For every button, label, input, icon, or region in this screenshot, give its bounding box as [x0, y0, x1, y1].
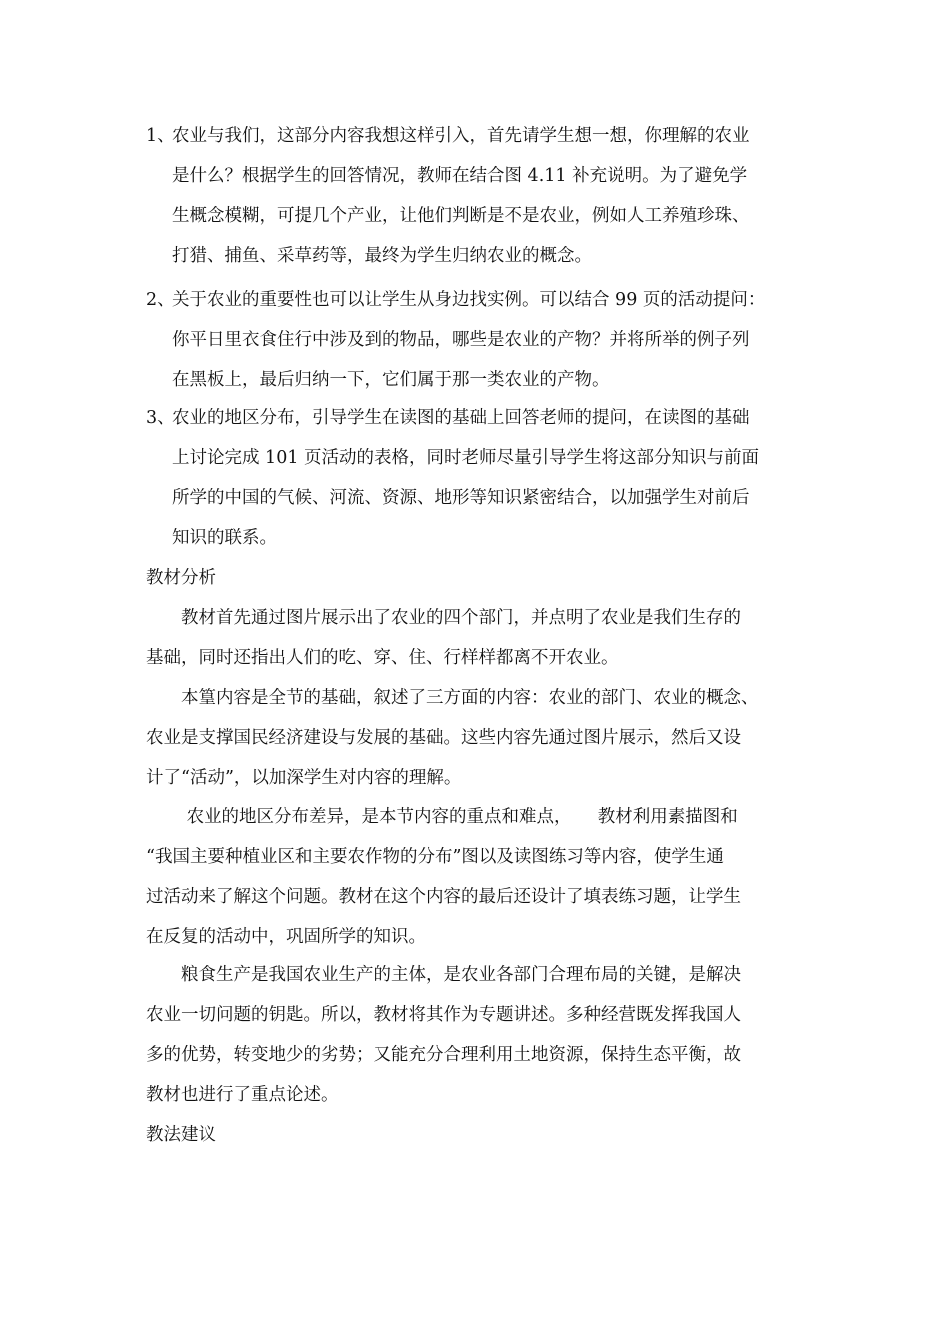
text-line: 在反复的活动中，巩固所学的知识。: [146, 927, 426, 947]
list-number: 1、: [146, 126, 175, 146]
list-item-2: [146, 280, 810, 400]
text-line: 所学的中国的气候、河流、资源、地形等知识紧密结合，以加强学生对前后: [172, 488, 750, 508]
text-line: 打猎、捕鱼、采草药等，最终为学生归纳农业的概念。: [172, 246, 592, 266]
text-line: 过活动来了解这个问题。教材在这个内容的最后还设计了填表练习题，让学生: [146, 887, 741, 907]
list-number: 3、: [146, 408, 175, 428]
text-line: “我国主要种植业区和主要农作物的分布”图以及读图练习等内容，使学生通: [146, 847, 724, 867]
text-line: 本篁内容是全节的基础，叙述了三方面的内容：农业的部门、农业的概念、: [146, 688, 759, 708]
text-line: 生概念模糊，可提几个产业，让他们判断是不是农业，例如人工养殖珍珠、: [172, 206, 750, 226]
text-line: 农业的地区分布差异，是本节内容的重点和难点， 教材利用素描图和: [146, 807, 738, 827]
text-line: 在黑板上，最后归纳一下，它们属于那一类农业的产物。: [172, 370, 610, 390]
text-line: 知识的联系。: [172, 528, 277, 548]
list-text: [172, 116, 810, 276]
text-line: 农业与我们，这部分内容我想这样引入，首先请学生想一想，你理解的农业: [172, 126, 750, 146]
list-text: [172, 398, 810, 558]
section-heading-textbook-analysis: 教材分析: [146, 568, 216, 588]
paragraph-1: [146, 598, 810, 678]
paragraph-2: [146, 678, 810, 798]
text-line: 农业是支撑国民经济建设与发展的基础。这些内容先通过图片展示，然后又设: [146, 728, 741, 748]
list-item-3: [146, 398, 810, 558]
text-line: 计了“活动”，以加深学生对内容的理解。: [146, 768, 462, 788]
text-line: 基础，同时还指出人们的吃、穿、住、行样样都离不开农业。: [146, 648, 619, 668]
text-line: 粮食生产是我国农业生产的主体，是农业各部门合理布局的关键，是解决: [146, 965, 741, 985]
text-line: 教材也进行了重点论述。: [146, 1085, 339, 1105]
text-line: 农业的地区分布，引导学生在读图的基础上回答老师的提问，在读图的基础: [172, 408, 750, 428]
text-line: 你平日里衣食住行中涉及到的物品，哪些是农业的产物？并将所举的例子列: [172, 330, 750, 350]
section-heading-teaching-suggestions: 教法建议: [146, 1125, 216, 1145]
list-number: 2、: [146, 290, 175, 310]
text-line: 教材首先通过图片展示出了农业的四个部门，并点明了农业是我们生存的: [146, 608, 741, 628]
paragraph-4: [146, 955, 810, 1115]
text-line: 是什么？根据学生的回答情况，教师在结合图 4.11 补充说明。为了避免学: [172, 166, 748, 186]
text-line: 农业一切问题的钥匙。所以，教材将其作为专题讲述。多种经营既发挥我国人: [146, 1005, 741, 1025]
list-text: [172, 280, 810, 400]
text-line: 关于农业的重要性也可以让学生从身边找实例。可以结合 99 页的活动提问：: [172, 290, 766, 310]
text-line: 上讨论完成 101 页活动的表格，同时老师尽量引导学生将这部分知识与前面: [172, 448, 760, 468]
list-item-1: [146, 116, 810, 276]
paragraph-3: [146, 797, 810, 957]
text-line: 多的优势，转变地少的劣势；又能充分合理利用土地资源，保持生态平衡，故: [146, 1045, 741, 1065]
